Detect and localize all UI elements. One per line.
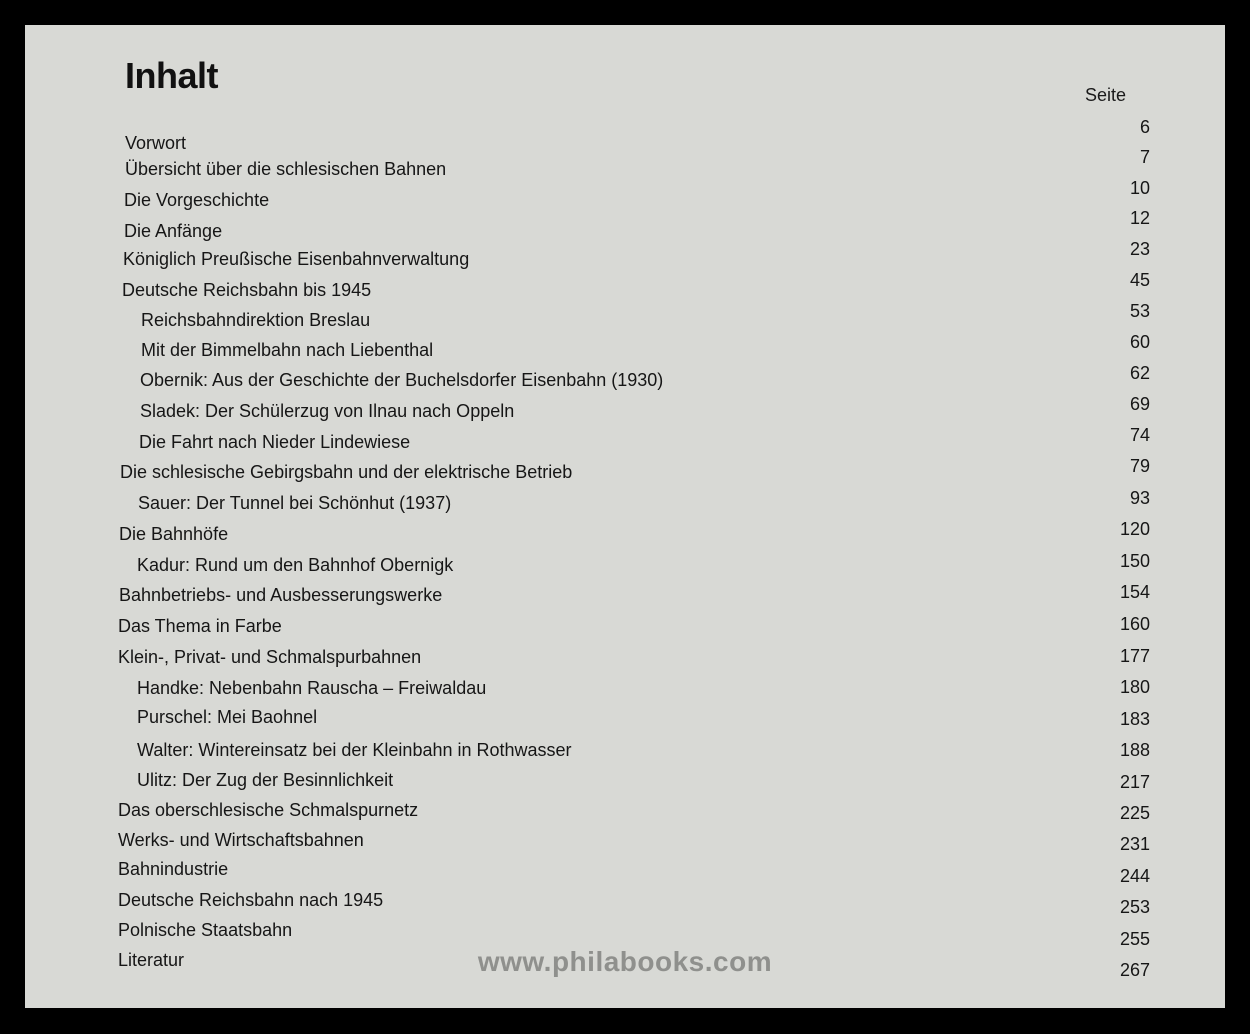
book-page (25, 25, 1225, 1008)
toc-entry-title: Königlich Preußische Eisenbahnverwaltung (123, 249, 470, 269)
toc-entry-title: Übersicht über die schlesischen Bahnen (125, 159, 447, 179)
toc-entry-title: Sauer: Der Tunnel bei Schönhut (1937) (138, 493, 452, 513)
toc-entry-title: Werks- und Wirtschaftsbahnen (118, 830, 364, 850)
toc-entry-page-number: 188 (1119, 740, 1150, 760)
page-title: Inhalt (125, 55, 218, 96)
toc-entry-page-number: 244 (1119, 866, 1150, 886)
toc-entry-title: Walter: Wintereinsatz bei der Kleinbahn in Rothwasser (137, 740, 572, 760)
toc-entry-page-number: 7 (1139, 147, 1150, 167)
toc-entry-title: Bahnbetriebs- und Ausbesserungswerke (119, 585, 443, 605)
toc-entry-page-number: 60 (1129, 332, 1150, 352)
toc-entry-title: Das Thema in Farbe (118, 616, 282, 636)
toc-entry-title: Das oberschlesische Schmalspurnetz (118, 800, 419, 820)
toc-entry-page-number: 183 (1119, 709, 1150, 729)
toc-entry-title: Ulitz: Der Zug der Besinnlichkeit (137, 770, 394, 790)
toc-entry-title: Deutsche Reichsbahn bis 1945 (122, 280, 372, 300)
toc-entry-page-number: 160 (1119, 614, 1150, 634)
page-column-header: Seite (1085, 85, 1127, 105)
toc-entry-page-number: 62 (1129, 363, 1150, 383)
toc-entry-title: Literatur (118, 950, 185, 970)
toc-entry-page-number: 267 (1119, 960, 1150, 980)
toc-entry-title: Klein-, Privat- und Schmalspurbahnen (118, 647, 422, 667)
toc-entry-page-number: 93 (1129, 488, 1150, 508)
toc-entry-title: Reichsbahndirektion Breslau (141, 310, 371, 330)
toc-entry-page-number: 231 (1119, 834, 1150, 854)
toc-entry-title: Die Vorgeschichte (124, 190, 270, 210)
toc-entry-page-number: 45 (1129, 270, 1150, 290)
toc-entry-title: Mit der Bimmelbahn nach Liebenthal (141, 340, 434, 360)
toc-entry-title: Obernik: Aus der Geschichte der Buchelsdorfer Eisenbahn (1930) (140, 370, 664, 390)
toc-entry-page-number: 74 (1129, 425, 1150, 445)
toc-entry-title: Die Anfänge (124, 221, 223, 241)
toc-entry-title: Die schlesische Gebirgsbahn und der elektrische Betrieb (120, 462, 573, 482)
table-of-contents (25, 25, 1225, 1008)
toc-entry-title: Bahnindustrie (118, 859, 229, 879)
toc-entry-page-number: 150 (1119, 551, 1150, 571)
toc-entry-page-number: 177 (1119, 646, 1150, 666)
toc-entry-title: Handke: Nebenbahn Rauscha – Freiwaldau (137, 678, 487, 698)
toc-entry-title: Die Bahnhöfe (119, 524, 229, 544)
toc-entry-page-number: 53 (1129, 301, 1150, 321)
toc-entry-page-number: 120 (1119, 519, 1150, 539)
toc-entry-page-number: 6 (1139, 117, 1150, 137)
toc-entry-page-number: 154 (1119, 582, 1150, 602)
toc-entry-page-number: 12 (1129, 208, 1150, 228)
toc-entry-page-number: 10 (1129, 178, 1150, 198)
toc-entry-page-number: 79 (1129, 456, 1150, 476)
watermark: www.philabooks.com (477, 946, 773, 977)
toc-entry-title: Purschel: Mei Baohnel (137, 707, 318, 727)
toc-entry-title: Sladek: Der Schülerzug von Ilnau nach Oppeln (140, 401, 515, 421)
toc-entry-page-number: 180 (1119, 677, 1150, 697)
toc-entry-title: Polnische Staatsbahn (118, 920, 293, 940)
toc-entry-page-number: 225 (1119, 803, 1150, 823)
toc-entry-title: Deutsche Reichsbahn nach 1945 (118, 890, 384, 910)
toc-entry-page-number: 255 (1119, 929, 1150, 949)
toc-entry-title: Die Fahrt nach Nieder Lindewiese (139, 432, 411, 452)
toc-entry-page-number: 217 (1119, 772, 1150, 792)
toc-entry-page-number: 69 (1129, 394, 1150, 414)
toc-entry-page-number: 253 (1119, 897, 1150, 917)
toc-entry-title: Kadur: Rund um den Bahnhof Obernigk (137, 555, 454, 575)
toc-entry-title: Vorwort (125, 133, 187, 153)
toc-entry-page-number: 23 (1129, 239, 1150, 259)
